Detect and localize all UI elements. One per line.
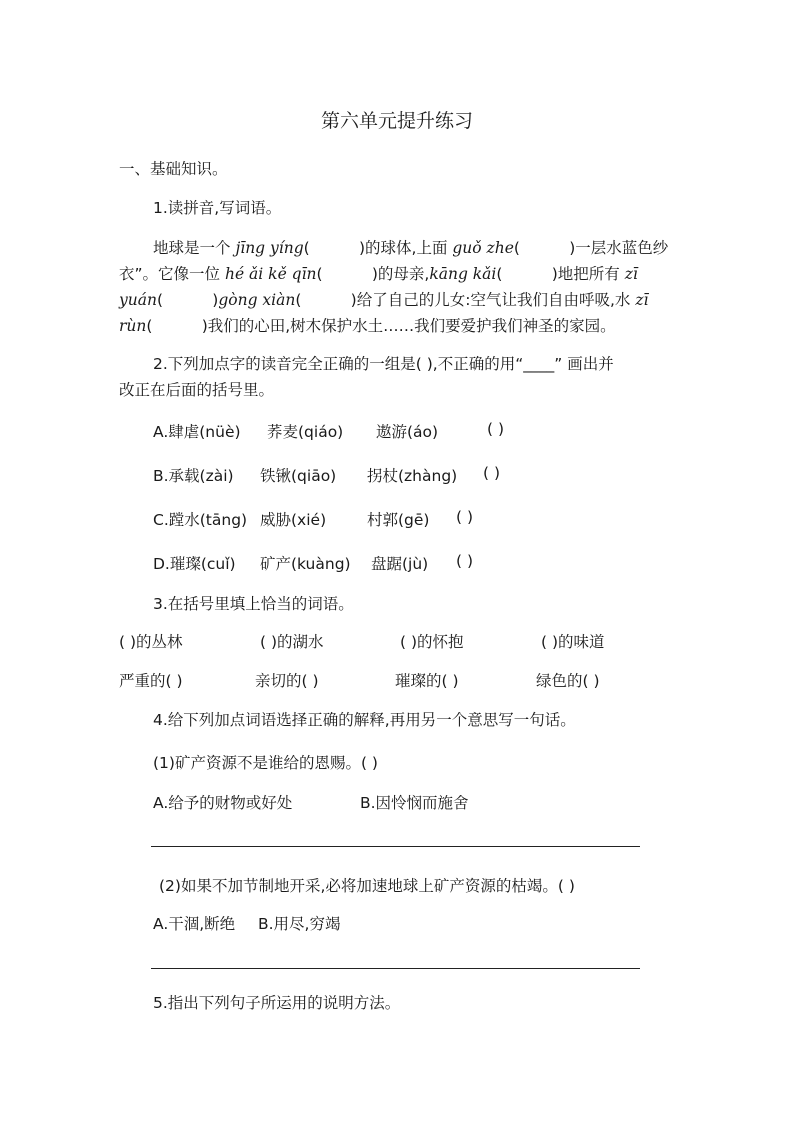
option-b-answer[interactable]: ( ) [483, 464, 501, 482]
fill-2-2[interactable]: 亲切的( ) [255, 672, 319, 690]
pinyin-text: yuán [119, 291, 157, 309]
question-2-line-1: 2.下列加点字的读音完全正确的一组是( ),不正确的用“____” 画出并 [153, 355, 614, 373]
fill-1-1[interactable]: ( )的丛林 [119, 633, 183, 651]
option-a-answer[interactable]: ( ) [487, 420, 505, 438]
page-title: 第六单元提升练习 [320, 110, 473, 132]
question-5-heading: 5.指出下列句子所运用的说明方法。 [153, 994, 401, 1012]
option-a-3: 遨游(áo) [376, 423, 439, 441]
option-d-3: 盘踞(jù) [371, 555, 429, 573]
question-4-2: (2)如果不加节制地开采,必将加速地球上矿产资源的枯竭。( ) [159, 877, 575, 895]
section-heading: 一、基础知识。 [119, 160, 228, 178]
sentence-text: 衣”。它像一位 [119, 265, 225, 283]
option-c-2: 威胁(xié) [260, 511, 327, 529]
sentence-text: ( )地把所有 [496, 265, 625, 283]
sentence-text: 地球是一个 [153, 239, 236, 257]
question-4-1-option-a: A.给予的财物或好处 [153, 794, 293, 812]
option-a-2: 荞麦(qiáo) [267, 423, 344, 441]
pinyin-text: jīng yíng [235, 239, 304, 257]
question-1-line-2 [119, 262, 638, 284]
question-2-line-2: 改正在后面的括号里。 [119, 381, 275, 399]
sentence-text: ( )我们的心田,树木保护水土……我们要爱护我们神圣的家园。 [146, 317, 616, 335]
sentence-text: ( )的球体,上面 [303, 239, 453, 257]
option-b-1: B.承载(zài) [153, 467, 234, 485]
pinyin-text: rùn [119, 317, 147, 335]
sentence-text: ( )的母亲, [316, 265, 430, 283]
option-c-3: 村郭(gē) [367, 511, 430, 529]
question-4-1: (1)矿产资源不是谁给的恩赐。( ) [153, 754, 378, 772]
option-c-1: C.蹚水(tāng) [153, 511, 248, 529]
answer-line-1[interactable] [151, 846, 640, 847]
pinyin-text: gòng xiàn [218, 291, 296, 309]
option-a-1: A.肆虐(nüè) [153, 423, 241, 441]
sentence-text: ( ) [156, 291, 219, 309]
question-4-heading: 4.给下列加点词语选择正确的解释,再用另一个意思写一句话。 [153, 711, 576, 729]
pinyin-text: zī [635, 291, 649, 309]
fill-1-4[interactable]: ( )的味道 [541, 633, 605, 651]
fill-2-3[interactable]: 璀璨的( ) [395, 672, 459, 690]
sentence-text: ( )给了自己的儿女:空气让我们自由呼吸,水 [295, 291, 636, 309]
pinyin-text: guǒ zhe [452, 239, 514, 257]
question-4-1-option-b: B.因怜悯而施舍 [360, 794, 469, 812]
option-b-2: 铁锹(qiāo) [260, 467, 337, 485]
fill-1-2[interactable]: ( )的湖水 [260, 633, 324, 651]
pinyin-text: zī [624, 265, 638, 283]
option-d-2: 矿产(kuàng) [260, 555, 351, 573]
pinyin-text: kāng kǎi [429, 265, 497, 283]
pinyin-text: hé ǎi kě qīn [224, 265, 317, 283]
sentence-text: ( )一层水蓝色纱 [513, 239, 669, 257]
question-4-2-option-a: A.干涸,断绝 [153, 915, 236, 933]
option-b-3: 拐杖(zhàng) [367, 467, 458, 485]
question-1-heading: 1.读拼音,写词语。 [153, 199, 282, 217]
question-4-2-option-b: B.用尽,穷竭 [258, 915, 341, 933]
answer-line-2[interactable] [151, 968, 640, 969]
fill-2-1[interactable]: 严重的( ) [119, 672, 183, 690]
question-1-line-3 [119, 288, 648, 310]
question-1-line-1 [153, 236, 668, 258]
option-d-1: D.璀璨(cuǐ) [153, 555, 236, 573]
fill-1-3[interactable]: ( )的怀抱 [400, 633, 464, 651]
option-c-answer[interactable]: ( ) [456, 508, 474, 526]
question-1-line-4 [119, 314, 616, 336]
option-d-answer[interactable]: ( ) [456, 552, 474, 570]
fill-2-4[interactable]: 绿色的( ) [536, 672, 600, 690]
question-3-heading: 3.在括号里填上恰当的词语。 [153, 595, 354, 613]
